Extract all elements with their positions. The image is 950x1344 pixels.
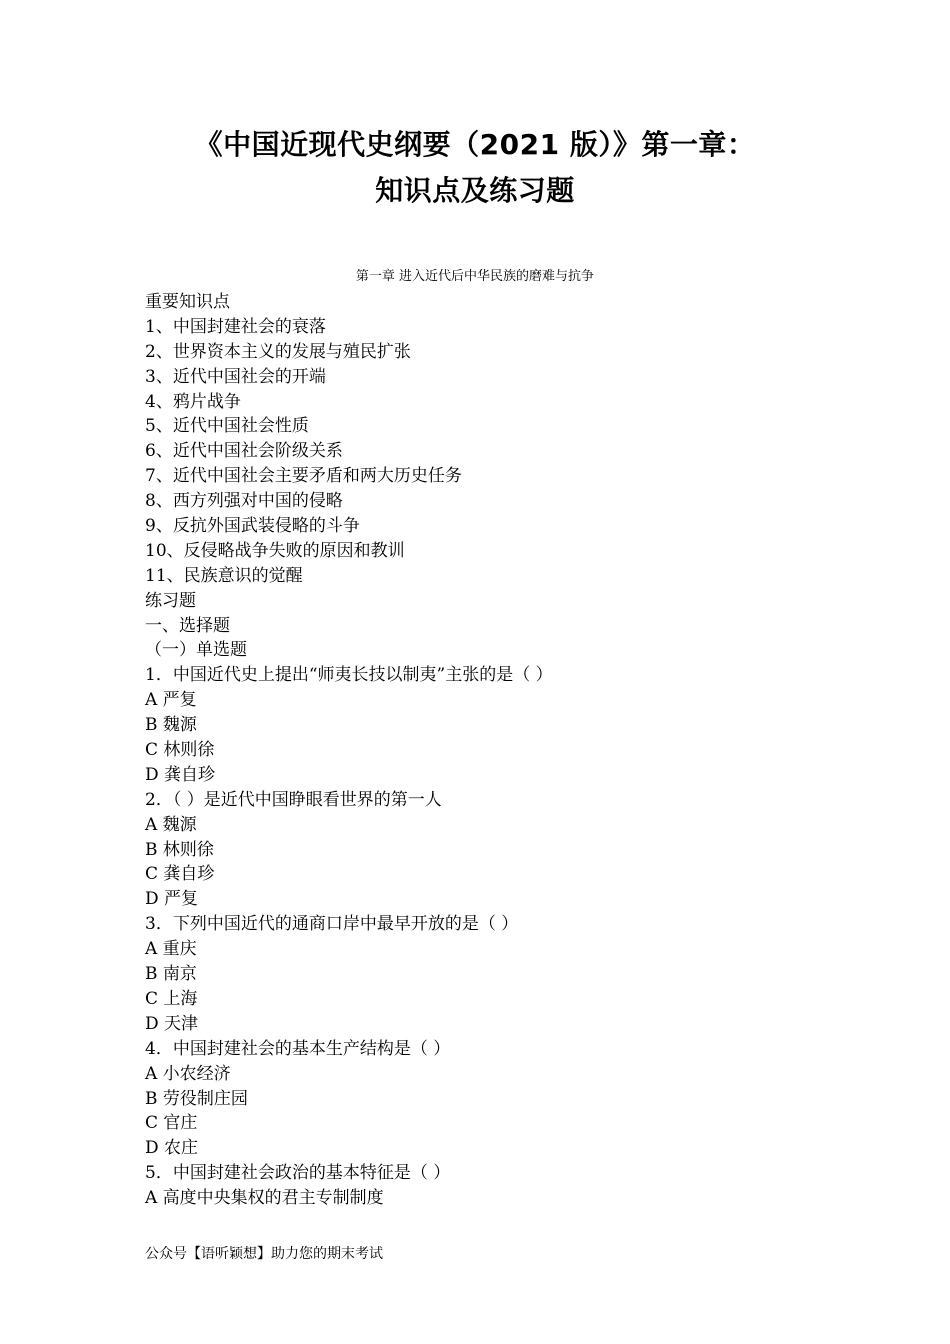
answer-option: A 魏源 — [145, 814, 197, 835]
knowledge-point: 8、西方列强对中国的侵略 — [145, 491, 343, 512]
answer-option: C 上海 — [145, 988, 198, 1009]
knowledge-point: 9、反抗外国武装侵略的斗争 — [145, 516, 360, 537]
answer-option: D 龚自珍 — [145, 764, 216, 785]
answer-option: C 林则徐 — [145, 740, 215, 761]
section-heading: （一）单选题 — [145, 640, 247, 661]
question-stem: 2．（ ）是近代中国睁眼看世界的第一人 — [145, 789, 442, 810]
document-title-line-1: 《中国近现代史纲要（2021 版）》第一章： — [194, 128, 756, 161]
question-stem: 3．下列中国近代的通商口岸中最早开放的是（ ） — [145, 914, 519, 935]
knowledge-point: 5、近代中国社会性质 — [145, 416, 309, 437]
section-heading: 重要知识点 — [145, 292, 230, 312]
answer-option: D 天津 — [145, 1013, 199, 1034]
document-body — [145, 290, 845, 1211]
knowledge-point: 2、世界资本主义的发展与殖民扩张 — [145, 341, 411, 362]
answer-option: A 严复 — [145, 690, 197, 711]
answer-option: B 魏源 — [145, 715, 197, 736]
knowledge-point: 4、鸦片战争 — [145, 391, 241, 412]
page-footer: 公众号【语听颖想】助力您的期末考试 — [145, 1246, 383, 1262]
document-title-line-2: 知识点及练习题 — [375, 174, 575, 207]
knowledge-point: 7、近代中国社会主要矛盾和两大历史任务 — [145, 466, 462, 487]
answer-option: A 高度中央集权的君主专制制度 — [145, 1188, 384, 1209]
answer-option: C 官庄 — [145, 1113, 198, 1134]
answer-option: B 劳役制庄园 — [145, 1088, 248, 1109]
answer-option: C 龚自珍 — [145, 864, 215, 885]
section-heading: 练习题 — [145, 590, 196, 611]
chapter-heading: 第一章 进入近代后中华民族的磨难与抗争 — [355, 269, 595, 284]
answer-option: A 小农经济 — [145, 1063, 231, 1084]
knowledge-point: 10、反侵略战争失败的原因和教训 — [145, 540, 405, 561]
answer-option: D 农庄 — [145, 1138, 199, 1159]
question-stem: 1．中国近代史上提出“师夷长技以制夷”主张的是（ ） — [145, 665, 553, 686]
knowledge-point: 1、中国封建社会的衰落 — [145, 316, 326, 337]
answer-option: B 林则徐 — [145, 839, 214, 860]
knowledge-point: 3、近代中国社会的开端 — [145, 366, 326, 387]
knowledge-point: 11、民族意识的觉醒 — [145, 565, 303, 586]
answer-option: D 严复 — [145, 889, 199, 910]
question-stem: 4．中国封建社会的基本生产结构是（ ） — [145, 1038, 451, 1059]
knowledge-point: 6、近代中国社会阶级关系 — [145, 441, 343, 462]
section-heading: 一、选择题 — [145, 615, 230, 636]
answer-option: B 南京 — [145, 964, 197, 985]
question-stem: 5．中国封建社会政治的基本特征是（ ） — [145, 1163, 451, 1184]
answer-option: A 重庆 — [145, 939, 197, 960]
